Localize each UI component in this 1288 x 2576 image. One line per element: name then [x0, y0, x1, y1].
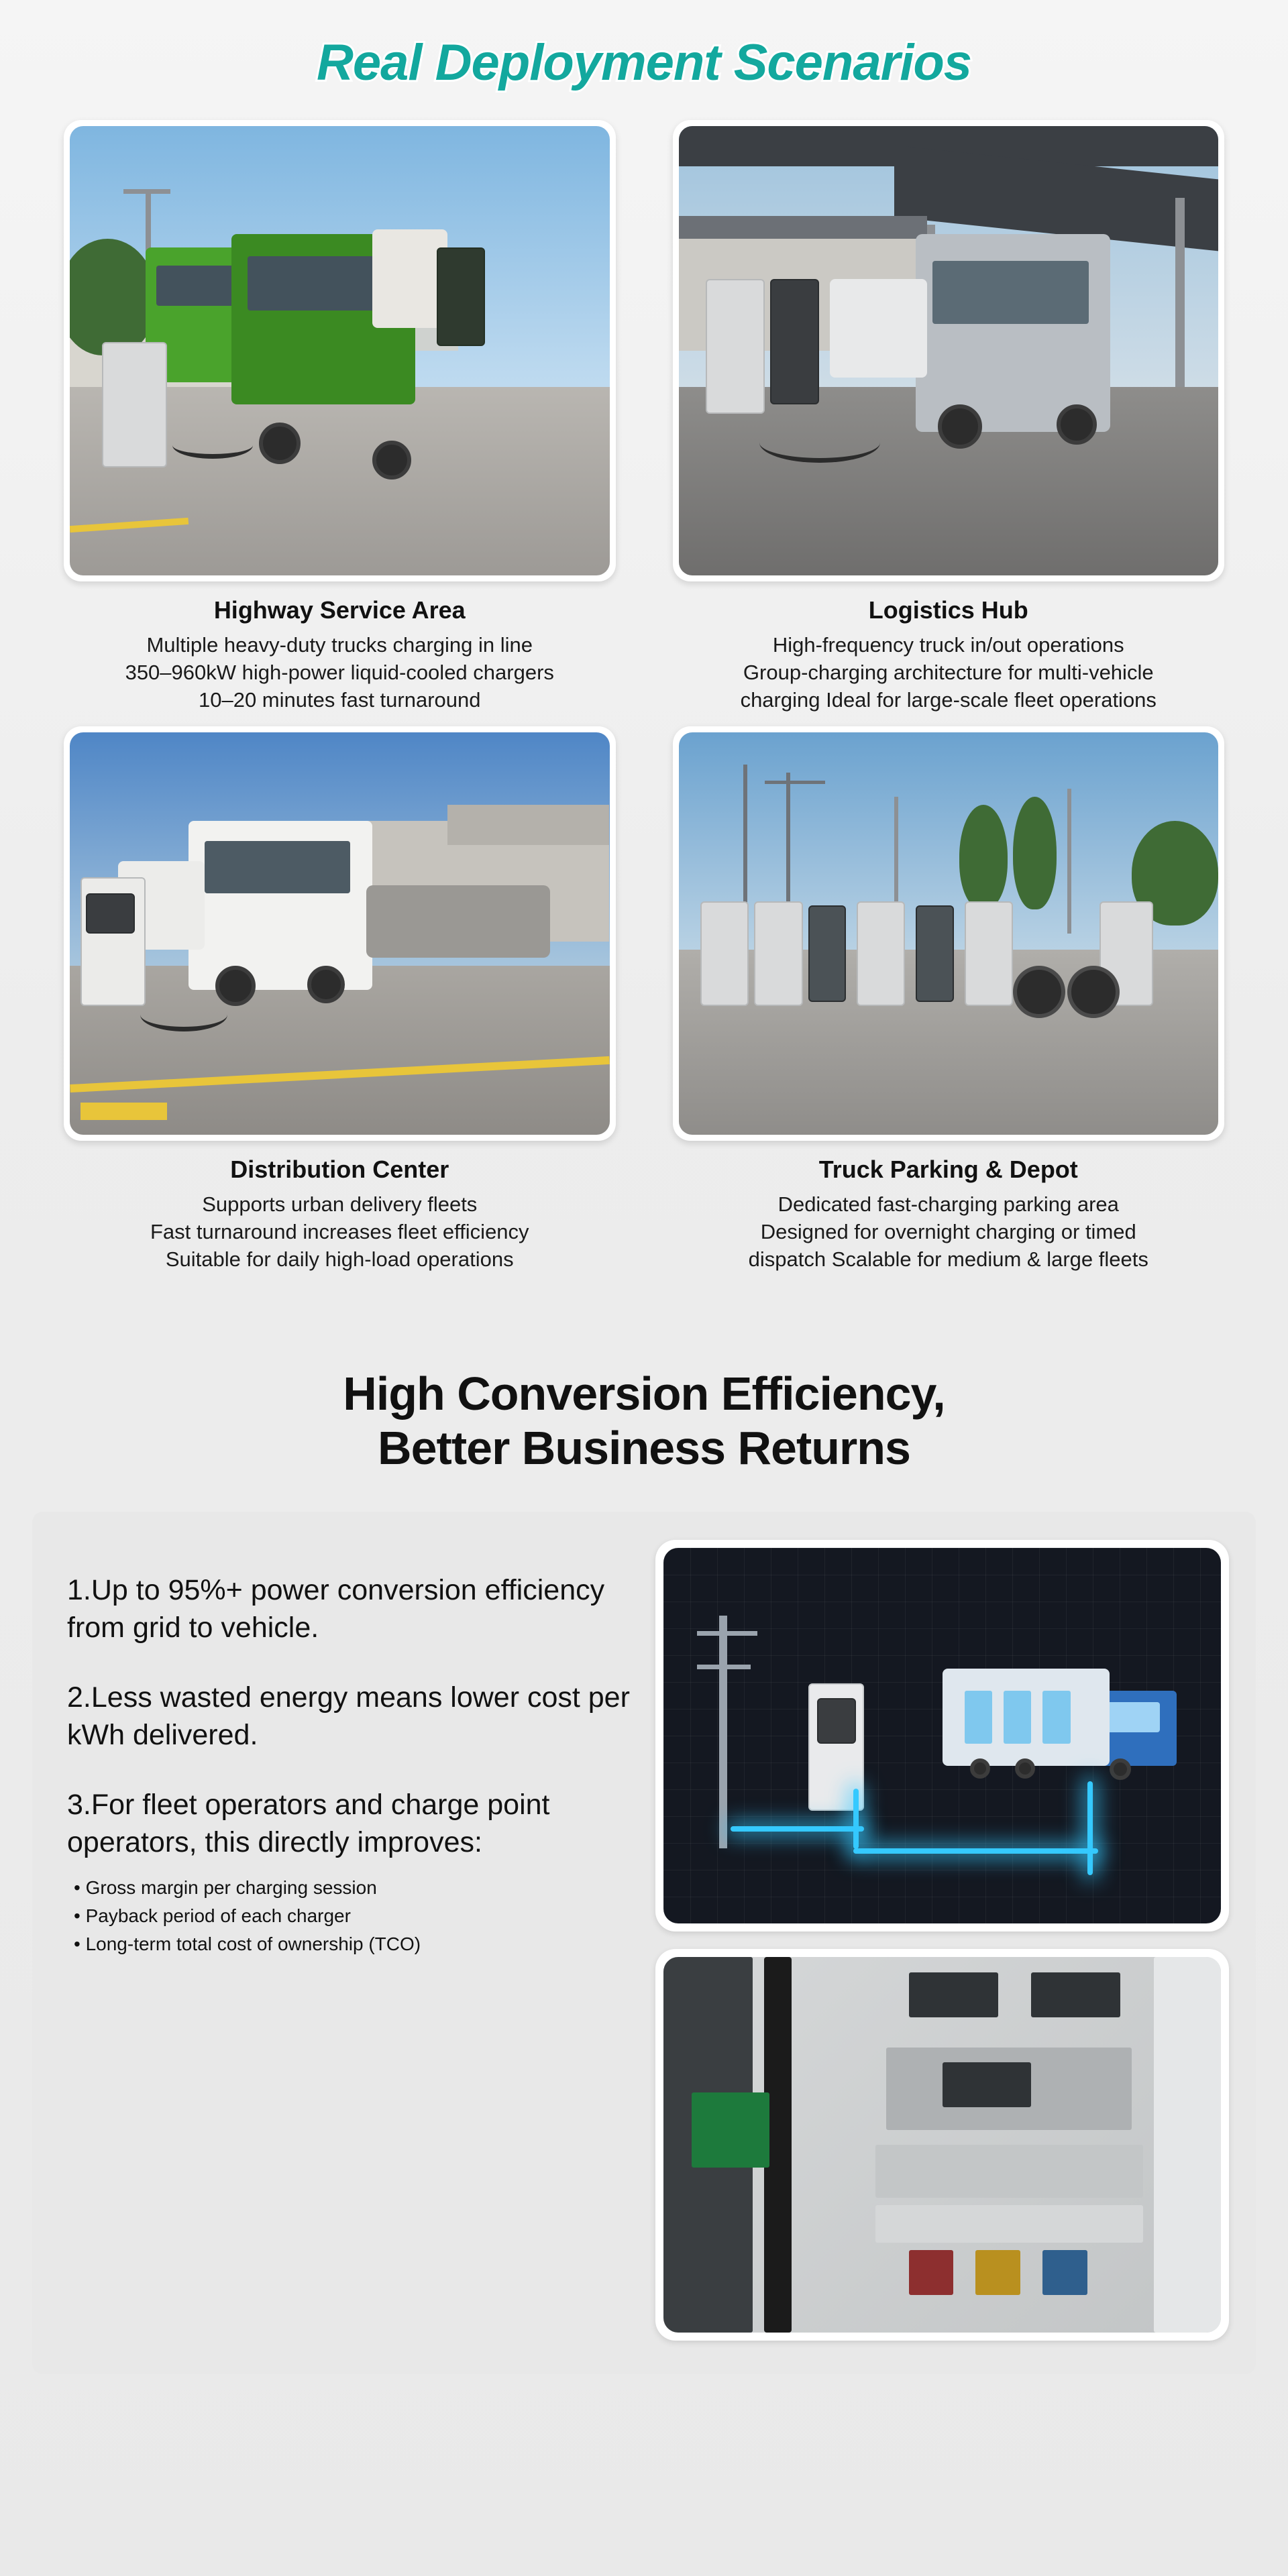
caption-line: Supports urban delivery fleets	[202, 1192, 478, 1216]
photo-frame	[655, 1949, 1229, 2341]
highway-service-area-photo	[70, 126, 610, 575]
efficiency-image-column	[655, 1540, 1229, 2341]
caption-line: Fast turnaround increases fleet efficiency	[150, 1219, 529, 1243]
scenario-card-logistics	[673, 120, 1225, 714]
efficiency-bullet-list	[67, 1874, 641, 1958]
page-title: Real Deployment Scenarios	[316, 34, 972, 91]
efficiency-item-2: 2.Less wasted energy means lower cost per kWh delivered.	[67, 1681, 630, 1751]
photo-frame	[673, 726, 1225, 1141]
photo-frame	[673, 120, 1225, 581]
efficiency-title-line1: High Conversion Efficiency,	[343, 1367, 945, 1420]
efficiency-title-line2: Better Business Returns	[378, 1421, 910, 1474]
caption-line: High-frequency truck in/out operations	[772, 633, 1124, 657]
caption-lines	[125, 631, 554, 714]
efficiency-item-1: 1.Up to 95%+ power conversion efficiency from grid to vehicle.	[67, 1574, 605, 1644]
distribution-center-photo	[70, 732, 610, 1135]
caption-title: Logistics Hub	[868, 596, 1028, 624]
caption-line: 350–960kW high-power liquid-cooled chargers	[125, 661, 554, 685]
caption-line: Suitable for daily high-load operations	[165, 1247, 514, 1272]
efficiency-bullet: • Long-term total cost of ownership (TCO)	[74, 1930, 641, 1958]
efficiency-item-3: 3.For fleet operators and charge point operators, this directly improves:	[67, 1788, 550, 1858]
photo-frame	[655, 1540, 1229, 1931]
scenario-card-depot	[673, 726, 1225, 1274]
deployment-scenarios-section	[0, 0, 1288, 1273]
caption-lines	[150, 1190, 529, 1274]
efficiency-bullet: • Gross margin per charging session	[74, 1874, 641, 1902]
scenario-card-grid	[64, 120, 1224, 1273]
caption-title: Distribution Center	[230, 1155, 449, 1183]
caption-line: 10–20 minutes fast turnaround	[198, 688, 481, 712]
caption-line: charging Ideal for large-scale fleet operations	[740, 688, 1157, 712]
efficiency-title	[32, 1367, 1256, 1475]
logistics-hub-photo	[679, 126, 1219, 575]
efficiency-bullet: • Payback period of each charger	[74, 1902, 641, 1930]
caption-title: Truck Parking & Depot	[818, 1155, 1078, 1183]
caption-title: Highway Service Area	[213, 596, 466, 624]
caption-line: Group-charging architecture for multi-vehicle	[743, 661, 1154, 685]
photo-frame	[64, 726, 616, 1141]
caption-lines	[741, 631, 1157, 714]
efficiency-section	[0, 1367, 1288, 2414]
caption-lines	[749, 1190, 1148, 1274]
scenario-card-highway	[64, 120, 616, 714]
efficiency-panel	[32, 1512, 1256, 2374]
charger-internal-cabinet-photo	[663, 1957, 1221, 2333]
scenario-card-distribution	[64, 726, 616, 1274]
caption-line: dispatch Scalable for medium & large fleets	[748, 1247, 1148, 1272]
photo-frame	[64, 120, 616, 581]
caption-line: Designed for overnight charging or timed	[760, 1219, 1136, 1243]
efficiency-text-column	[67, 1540, 641, 2341]
grid-to-vehicle-diagram-photo	[663, 1548, 1221, 1923]
caption-line: Multiple heavy-duty trucks charging in line	[146, 633, 533, 657]
caption-line: Dedicated fast-charging parking area	[777, 1192, 1119, 1216]
truck-parking-depot-photo	[679, 732, 1219, 1135]
